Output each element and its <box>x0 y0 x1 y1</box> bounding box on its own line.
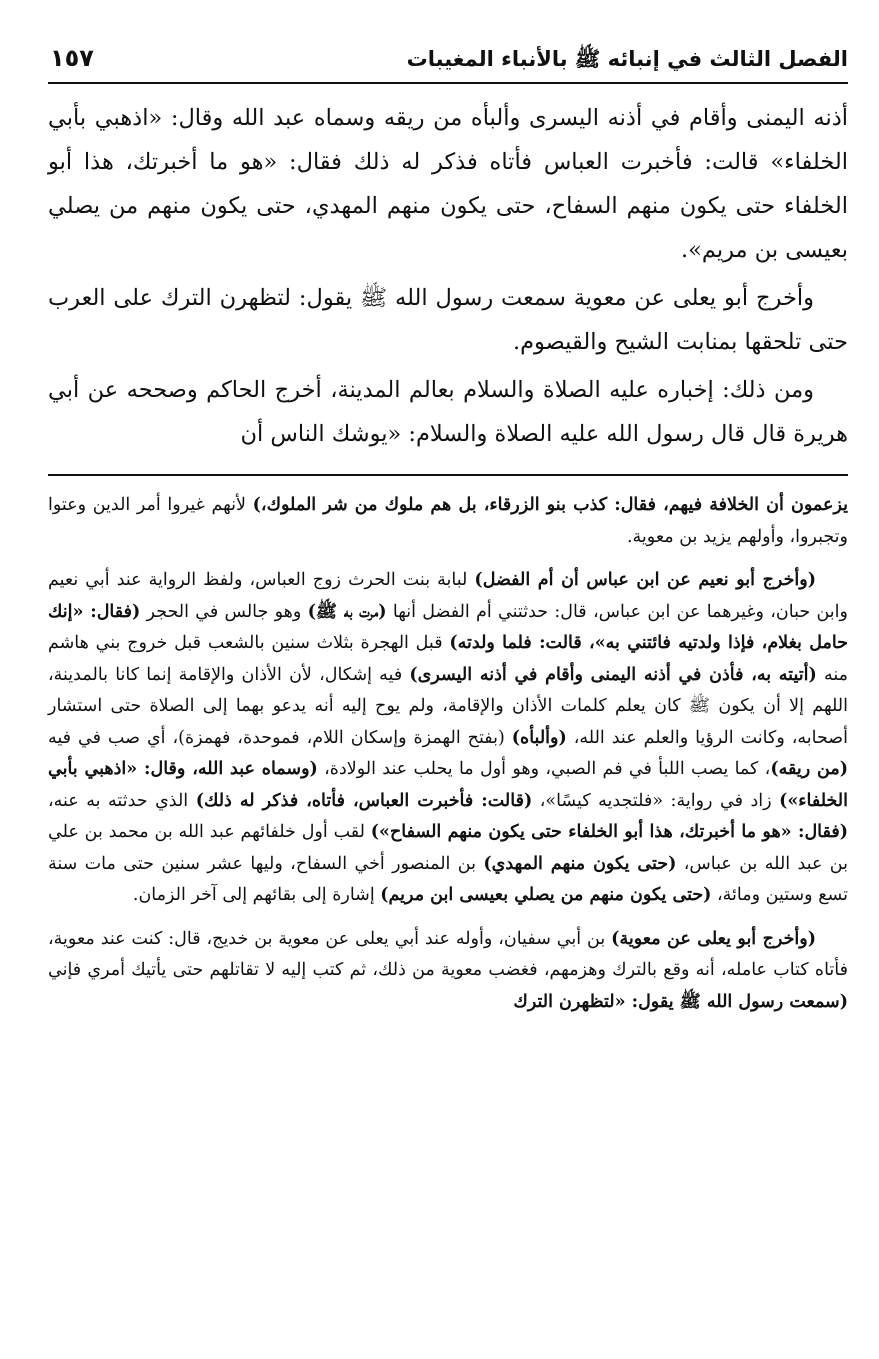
main-text <box>48 96 848 456</box>
commentary-paragraph <box>48 490 848 553</box>
commentary-text: فيه إشكال، لأن الأذان والإقامة إنما كانا بالمدينة، اللهم إلا أن يكون ﷺ كان يعلم كلمات الأذان والإقامة، ولم يوح إليه أنه يدعو بهما إلى الصلاة حتى استشار أصحابه، وكانت الرؤيا والعلم عند الله، <box>48 664 848 748</box>
page-header <box>48 30 848 82</box>
main-paragraph: وأخرج أبو يعلى عن معوية سمعت رسول الله ﷺ يقول: لتظهرن الترك على العرب حتى تلحقها بمنابت الشيح والقيصوم. <box>48 285 848 355</box>
header-rule <box>48 82 848 84</box>
commentary-text: لقب أول خلفائهم عبد الله بن محمد بن علي بن عبد الله بن عباس، <box>48 822 848 874</box>
commentary-bold-text: يزعمون أن الخلافة فيهم، فقال: كذب بنو الزرقاء، بل هم ملوك من شر الملوك،) <box>252 495 848 515</box>
main-paragraph: ومن ذلك: إخباره عليه الصلاة والسلام بعالم المدينة، أخرج الحاكم وصححه عن أبي هريرة قال قال رسول الله عليه الصلاة والسلام: «يوشك الناس أن <box>48 377 848 447</box>
commentary-bold-text: (وأخرج أبو يعلى عن معوية) <box>611 928 816 949</box>
commentary-text: ، كما يصب اللبأ في فم الصبي، وهو أول ما يحلب عند الولادة، <box>317 759 771 779</box>
commentary-bold-text: (فقال: «هو ما أخبرتك، هذا أبو الخلفاء حتى يكون منهم السفاح») <box>370 822 848 842</box>
commentary-text: (بفتح الهمزة وإسكان اللام، فموحدة، فهمزة)، أي صب في فيه <box>48 727 512 748</box>
commentary-bold-text: (حتى يكون منهم المهدي) <box>483 853 677 874</box>
commentary-bold-text: (أتيته به، فأذن في أذنه اليمنى وأقام في أذنه اليسرى) <box>409 664 817 685</box>
page-number: ١٥٧ <box>50 44 94 72</box>
commentary-paragraph <box>48 565 848 912</box>
commentary-text: وهو جالس في الحجر <box>140 601 308 622</box>
commentary-text: لبابة بنت الحرث زوج العباس، ولفظ الرواية عند أبي نعيم وابن حبان، وغيرهما عن ابن عباس، قال: حدثتني أم الفضل أنها <box>48 570 848 622</box>
commentary-bold-text: (حتى يكون منهم من يصلي بعيسى ابن مريم) <box>380 885 712 905</box>
running-head: الفصل الثالث في إنبائه ﷺ بالأنباء المغيبات <box>406 47 848 71</box>
commentary-bold-text: (من ريقه) <box>770 759 848 779</box>
commentary-bold-text: (قالت: فأخبرت العباس، فأتاه، فذكر له ذلك) <box>195 790 533 811</box>
commentary-bold-text: (وألبأه) <box>511 727 567 748</box>
commentary-text: بن المنصور أخي السفاح، وليها عشر سنين حتى مات سنة تسع وستين ومائة، <box>48 853 848 905</box>
commentary-text: الذي حدثته به عنه، <box>48 790 196 811</box>
commentary-text: زاد في رواية: «فلتجديه كيسًا»، <box>532 790 780 811</box>
footnote-separator <box>48 474 848 476</box>
commentary-bold-text: (مرت به ﷺ) <box>307 601 387 622</box>
commentary-text: قبل الهجرة بثلاث سنين بالشعب قبل خروج بني هاشم منه <box>48 633 848 685</box>
commentary-bold-text: (وسماه عبد الله، وقال: «اذهبي بأبي الخلفاء») <box>48 759 848 811</box>
commentary-bold-text: (وأخرج أبو نعيم عن ابن عباس أن أم الفضل) <box>474 570 816 590</box>
main-paragraph: أذنه اليمنى وأقام في أذنه اليسرى وألبأه من ريقه وسماه عبد الله وقال: «اذهبي بأبي الخلفاء» قالت: فأخبرت العباس فأتاه فذكر له ذلك فقال: «هو ما أخبرتك، هذا أبو الخلفاء حتى يكون منهم السفاح، حتى يكون منهم المهدي، حتى يكون منهم من يصلي بعيسى بن مريم». <box>48 105 848 263</box>
commentary-paragraph <box>48 924 848 1019</box>
commentary-text: لأنهم غيروا أمر الدين وعتوا وتجبروا، وأولهم يزيد بن معوية. <box>48 495 848 547</box>
book-page <box>48 30 848 1330</box>
commentary-bold-text: (سمعت رسول الله ﷺ يقول: «لتظهرن الترك <box>513 991 848 1012</box>
commentary-bold-text: (فقال: «إنك حامل بغلام، فإذا ولدتيه فائتني به»، قالت: فلما ولدته) <box>48 601 848 653</box>
commentary-text: بن أبي سفيان، وأوله عند أبي يعلى عن معوية بن خديج، قال: كنت عند معوية، فأتاه كتاب عامله، أنه وقع بالترك وهزمهم، فغضب معوية من ذلك، ثم كتب إليه لا تقاتلهم حتى يأتيك أمري فإني <box>48 928 848 980</box>
commentary-text: إشارة إلى بقائهم إلى آخر الزمان. <box>132 885 381 905</box>
commentary <box>48 490 848 1018</box>
